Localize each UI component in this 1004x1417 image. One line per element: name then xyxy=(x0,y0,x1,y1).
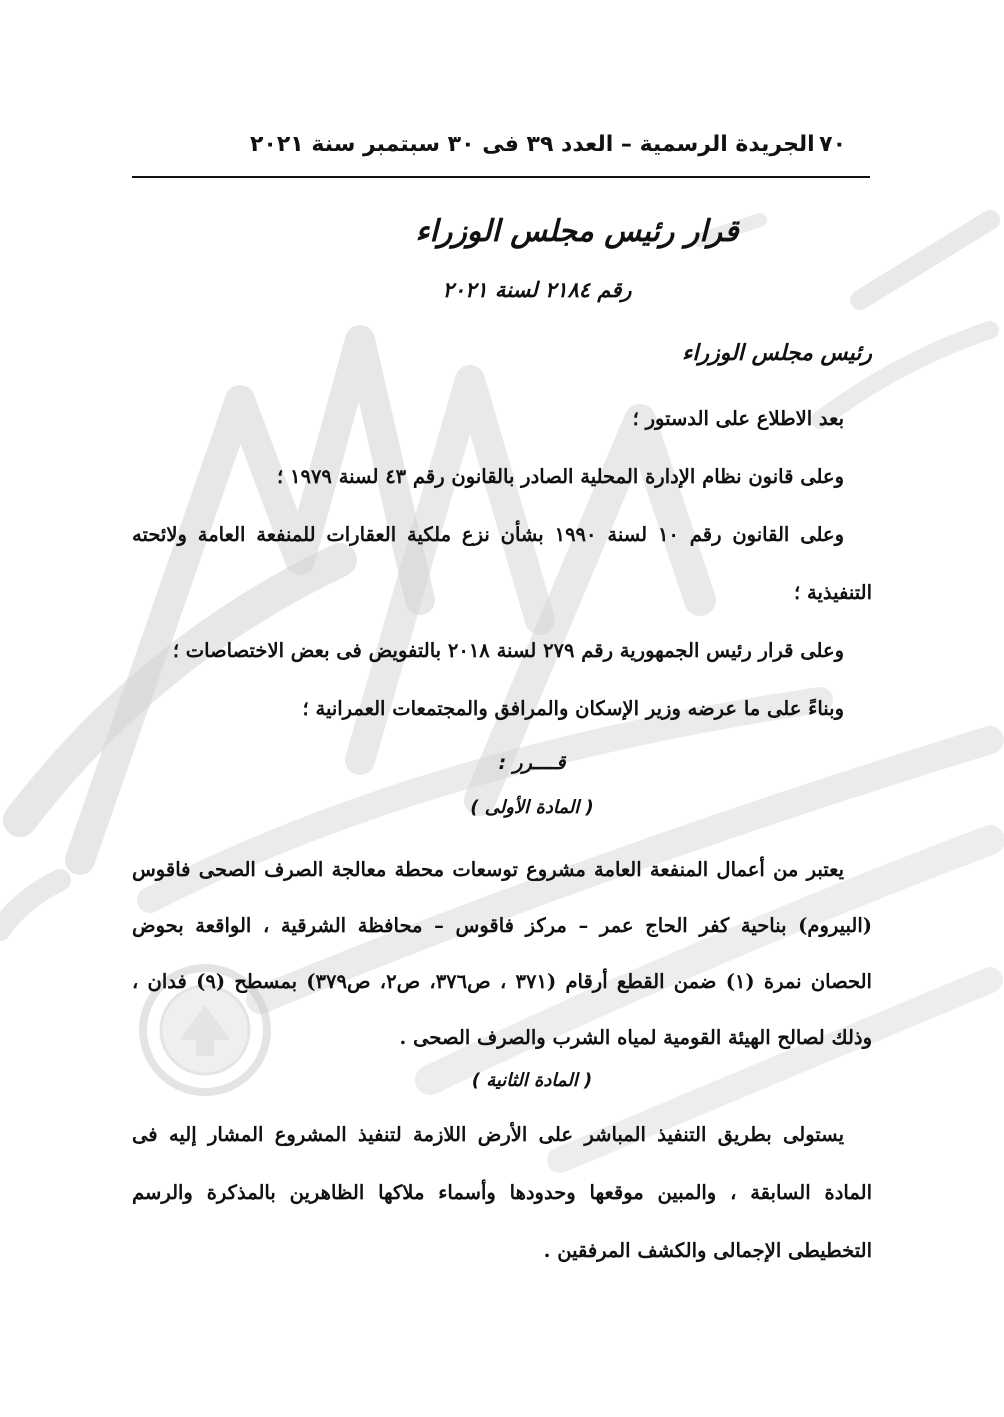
preamble-clause: وبناءً على ما عرضه وزير الإسكان والمرافق والمجتمعات العمرانية ؛ xyxy=(302,697,844,720)
gazette-issue-line: الجريدة الرسمية – العدد ٣٩ فى ٣٠ سبتمبر سنة ٢٠٢١ xyxy=(250,132,815,157)
preamble-clause: بعد الاطلاع على الدستور ؛ xyxy=(632,407,844,430)
article-text: يستولى بطريق التنفيذ المباشر على الأرض اللازمة لتنفيذ المشروع المشار إليه فى المادة السابقة ، والمبين موقعها وحدودها وأسماء ملاكها الظاهرين بالمذكرة والرسم التخطيطى الإجمالى والكشف المرفقين . xyxy=(132,1123,872,1262)
article-heading: ( المادة الثانية ) xyxy=(471,1070,593,1091)
preamble-clause: وعلى القانون رقم ١٠ لسنة ١٩٩٠ بشأن نزع ملكية العقارات للمنفعة العامة ولائحته التنفيذية ؛ xyxy=(132,523,872,604)
article-text: يعتبر من أعمال المنفعة العامة مشروع توسعات محطة معالجة الصرف الصحى فاقوس (البيروم) بناحية كفر الحاج عمر – مركز فاقوس – محافظة الشرقية ، الواقعة بحوض الحصان نمرة (١) ضمن القطع أرقام (٣٧١ ، ص٣٧٦، ص٢، ص٣٧٩) بمسطح (٩) فدان ، وذلك لصالح الهيئة القومية لمياه الشرب والصرف الصحى . xyxy=(132,858,872,1049)
page-header xyxy=(150,128,854,168)
decided-label: قــــرر : xyxy=(498,751,566,774)
decree-title: قرار رئيس مجلس الوزراء xyxy=(415,214,739,249)
page-number: ٧٠ xyxy=(819,132,846,157)
article-heading: ( المادة الأولى ) xyxy=(470,797,594,818)
preamble-clause: وعلى قانون نظام الإدارة المحلية الصادر بالقانون رقم ٤٣ لسنة ١٩٧٩ ؛ xyxy=(277,465,844,488)
decree-body xyxy=(132,334,872,1280)
decree-number: رقم ٢١٨٤ لسنة ٢٠٢١ xyxy=(442,278,632,302)
preamble-clause: وعلى قرار رئيس الجمهورية رقم ٢٧٩ لسنة ٢٠١٨ بالتفويض فى بعض الاختصاصات ؛ xyxy=(172,639,844,662)
header-divider xyxy=(132,176,870,178)
issuer-heading: رئيس مجلس الوزراء xyxy=(682,341,872,366)
